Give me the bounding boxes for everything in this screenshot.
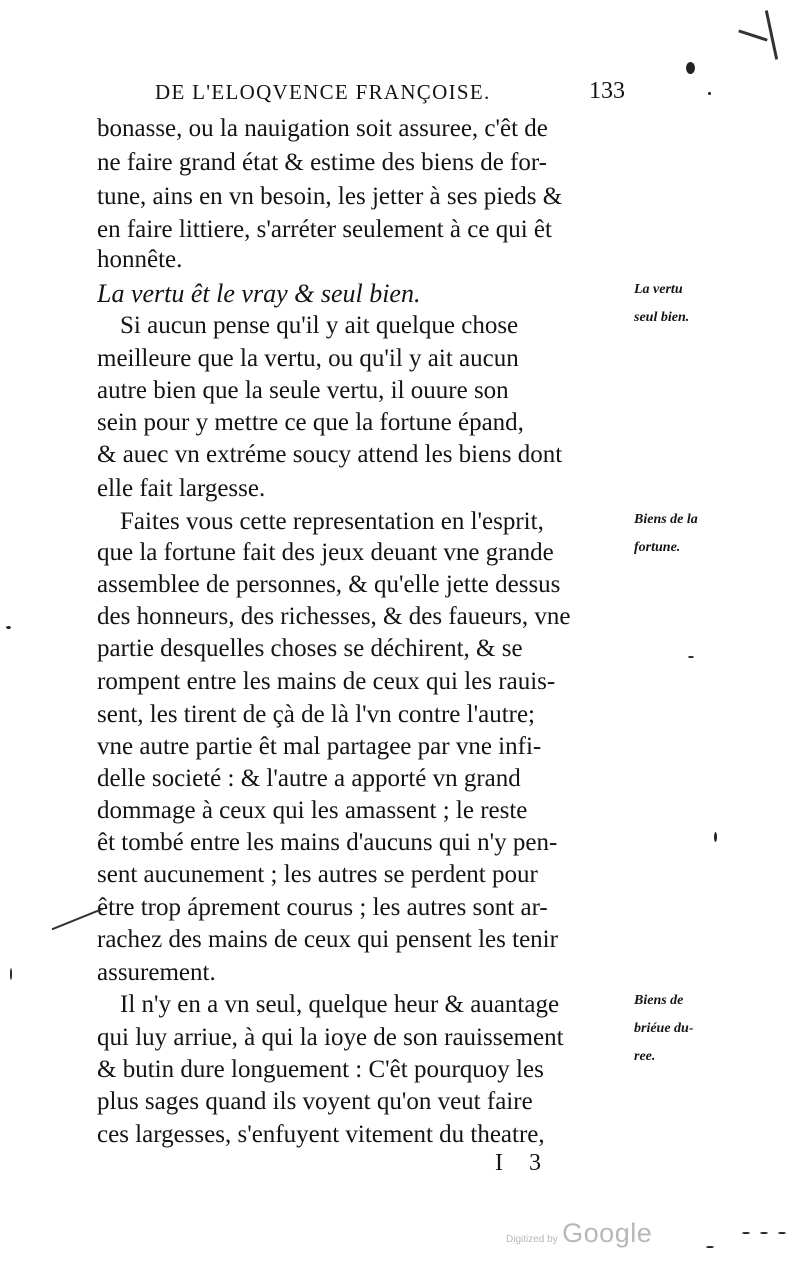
watermark-prefix: Digitized by [506, 1234, 558, 1245]
scan-speck [10, 968, 12, 980]
text-line: assemblee de personnes, & qu'elle jette dessus [97, 571, 561, 598]
text-line: & butin dure longuement : C'êt pourquoy les [97, 1056, 544, 1083]
text-line: ces largesses, s'enfuyent vitement du theatre, [97, 1121, 545, 1148]
margin-note-line: fortune. [634, 540, 681, 555]
text-line: en faire littiere, s'arréter seulement à ce qui êt [97, 216, 552, 243]
margin-note-line: ree. [634, 1049, 656, 1064]
watermark [506, 1218, 652, 1249]
scan-speck [742, 1232, 750, 1234]
signature-mark: I 3 [495, 1150, 551, 1176]
page-number: 133 [589, 78, 625, 104]
margin-note-vertu [634, 276, 744, 332]
text-line: plus sages quand ils voyent qu'on veut faire [97, 1088, 533, 1115]
text-line: partie desquelles choses se déchirent, & se [97, 635, 523, 662]
text-line: assurement. [97, 959, 216, 986]
text-line: qui luy arriue, à qui la ioye de son rauissement [97, 1024, 564, 1051]
scan-speck [688, 656, 694, 658]
watermark-brand: Google [562, 1218, 653, 1248]
text-line: sent, les tirent de çà de là l'vn contre l'autre; [97, 701, 536, 728]
text-line: Il n'y en a vn seul, quelque heur & auantage [120, 991, 560, 1018]
margin-note-line: seul bien. [634, 310, 690, 325]
margin-note-line: Biens de [634, 993, 684, 1008]
text-line: delle societé : & l'autre a apporté vn grand [97, 765, 521, 792]
text-line: Faites vous cette representation en l'esprit, [120, 508, 544, 535]
margin-note-line: La vertu [634, 282, 683, 297]
text-line: sent aucunement ; les autres se perdent pour [97, 861, 538, 888]
text-line: autre bien que la seule vertu, il ouure son [97, 377, 509, 404]
scan-speck [708, 92, 711, 95]
scan-speck [714, 832, 717, 842]
margin-note-line: Biens de la [634, 512, 698, 527]
text-line: vne autre partie êt mal partagee par vne infi- [97, 733, 542, 760]
text-line: Si aucun pense qu'il y ait quelque chose [120, 312, 519, 339]
margin-note-line: briéue du- [634, 1021, 694, 1036]
scan-speck [778, 1232, 786, 1234]
scan-speck [760, 1232, 768, 1234]
text-line: rompent entre les mains de ceux qui les rauis- [97, 668, 556, 695]
text-line: & auec vn extréme soucy attend les biens dont [97, 441, 563, 468]
margin-note-biens-brieue [634, 987, 744, 1071]
text-line: dommage à ceux qui les amassent ; le reste [97, 797, 528, 824]
margin-note-biens-fortune [634, 506, 744, 562]
scan-speck [52, 908, 104, 930]
section-heading: La vertu êt le vray & seul bien. [97, 279, 421, 308]
text-line: que la fortune fait des jeux deuant vne grande [97, 539, 554, 566]
scan-speck [6, 626, 11, 629]
text-line: honnête. [97, 246, 183, 273]
text-line: ne faire grand état & estime des biens de for- [97, 149, 548, 176]
text-line: bonasse, ou la nauigation soit assuree, c'êt de [97, 115, 548, 142]
running-title: DE L'ELOQVENCE FRANÇOISE. [155, 80, 491, 104]
text-line: des honneurs, des richesses, & des faueurs, vne [97, 603, 571, 630]
text-line: rachez des mains de ceux qui pensent les tenir [97, 926, 558, 953]
text-line: être trop áprement courus ; les autres sont ar- [97, 894, 548, 921]
running-head [155, 80, 625, 110]
text-line: elle fait largesse. [97, 475, 266, 502]
text-line: meilleure que la vertu, ou qu'il y ait aucun [97, 345, 519, 372]
scan-speck [686, 62, 695, 74]
scan-speck [765, 10, 778, 60]
text-line: êt tombé entre les mains d'aucuns qui n'y pen- [97, 829, 558, 856]
text-line: sein pour y mettre ce que la fortune épand, [97, 409, 524, 436]
text-line: tune, ains en vn besoin, les jetter à ses pieds & [97, 183, 563, 210]
scan-speck [738, 29, 767, 41]
scan-speck [706, 1246, 714, 1248]
